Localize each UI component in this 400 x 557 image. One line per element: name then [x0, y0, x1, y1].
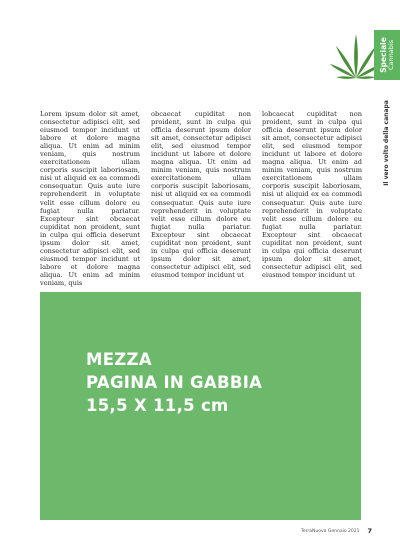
ad-placeholder-box	[40, 292, 361, 520]
body-text-columns	[40, 110, 362, 287]
body-column: Lorem ipsum dolor sit amet, consectetur adipisci elit, sed eiusmod tempor incidunt ut labore et dolore magna aliqua. Ut enim ad minim veniam, quis nostrum exercitationem ullam corporis suscipit laboriosam, nisi ut aliquid ex ea commodi consequatur. Quis aute iure reprehenderit in voluptate velit esse cillum dolore eu fugiat nulla pariatur. Excepteur sint obcaecat cupiditat non proident, sunt in culpa qui officia deserunt ipsum dolor sit amet, consectetur adipisci elit, sed eiusmod tempor incidunt ut labore et dolore magna aliqua. Ut enim ad minim veniam, quis	[40, 110, 140, 287]
ad-placeholder-text	[86, 348, 262, 417]
body-column: lobcaecat cupiditat non proident, sunt in culpa qui officia deserunt ipsum dolor sit amet, consectetur adipisci elit, sed eiusmod tempor incidunt ut labore et dolore magna aliqua. Ut enim ad minim veniam, quis nostrum exercitationem ullam corporis suscipit laboriosam, nisi ut aliquid ex ea commodi consequatur. Quis aute iure reprehenderit in voluptate velit esse cillum dolore eu fugiat nulla pariatur. Excepteur sint obcaecat cupiditat non proident, sunt in culpa qui officia deserunt ipsum dolor sit amet, consectetur adipisci elit, sed eiusmod tempor incidunt ut	[262, 110, 362, 279]
ad-line-1: MEZZA	[86, 350, 152, 369]
section-kicker: Speciale	[378, 37, 388, 73]
ad-line-2: PAGINA IN GABBIA	[86, 373, 263, 392]
running-head	[378, 88, 396, 198]
page-footer	[248, 525, 372, 537]
section-tab	[374, 30, 400, 80]
page-number: 7	[367, 527, 372, 535]
footer-publication: TerraNuova Gennaio 2021	[300, 528, 360, 534]
running-head-text: Il vero volto della canapa	[383, 100, 390, 186]
body-column: obcaecat cupiditat non proident, sunt in culpa qui officia deserunt ipsum dolor sit amet, consectetur adipisci elit, sed eiusmod tempor incidunt ut labore et dolore magna aliqua. Ut enim ad minim veniam, quis nostrum exercitationem ullam corporis suscipit laboriosam, nisi ut aliquid ex ea commodi consequatur. Quis aute iure reprehenderit in voluptate velit esse cillum dolore eu fugiat nulla pariatur. Excepteur sint obcaecat cupiditat non proident, sunt in culpa qui officia deserunt ipsum dolor sit amet, consectetur adipisci elit, sed eiusmod tempor incidunt ut	[151, 110, 251, 279]
ad-line-3: 15,5 X 11,5 cm	[86, 396, 229, 415]
section-subtitle: Cannabis	[386, 39, 395, 71]
